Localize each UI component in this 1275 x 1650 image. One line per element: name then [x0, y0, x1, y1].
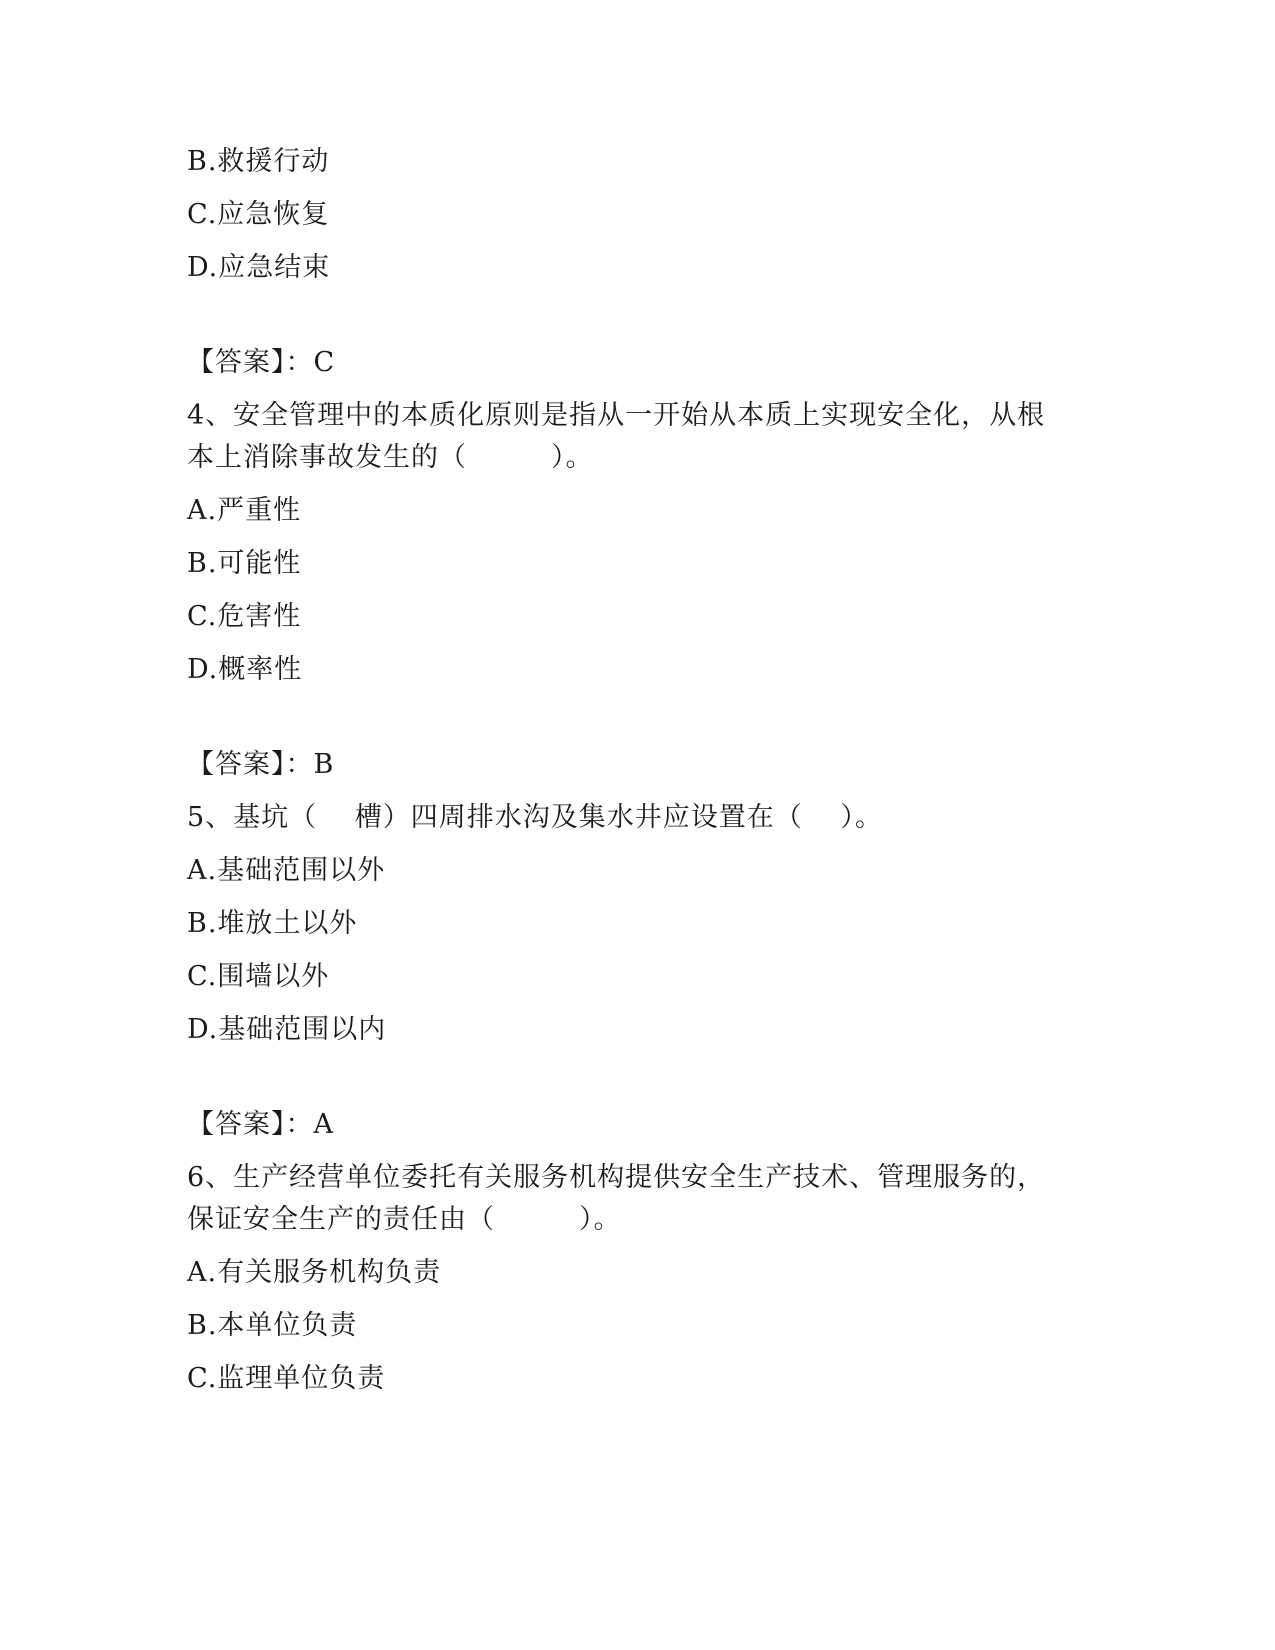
- answer-q5: 【答案】：A: [187, 1109, 334, 1140]
- option-d-q3: D.应急结束: [187, 252, 331, 283]
- option-d-q5: D.基础范围以内: [187, 1014, 387, 1045]
- option-c-q3: C.应急恢复: [187, 199, 330, 230]
- question-4-line-2: 本上消除事故发生的（ ）。: [187, 442, 594, 473]
- option-c-q4: C.危害性: [187, 601, 302, 632]
- option-a-q5: A.基础范围以外: [187, 855, 386, 886]
- option-b-q3: B.救援行动: [187, 146, 330, 177]
- option-a-q4: A.严重性: [187, 495, 302, 526]
- question-5-line-1: 5、基坑（ 槽）四周排水沟及集水井应设置在（ ）。: [187, 802, 883, 833]
- option-c-q5: C.围墙以外: [187, 961, 330, 992]
- option-d-q4: D.概率性: [187, 654, 303, 685]
- question-6-line-2: 保证安全生产的责任由（ ）。: [187, 1204, 622, 1235]
- option-b-q4: B.可能性: [187, 548, 302, 579]
- answer-q3: 【答案】：C: [187, 347, 336, 378]
- option-c-q6: C.监理单位负责: [187, 1363, 386, 1394]
- option-b-q5: B.堆放土以外: [187, 908, 358, 939]
- answer-q4: 【答案】：B: [187, 749, 335, 780]
- option-b-q6: B.本单位负责: [187, 1310, 358, 1341]
- question-4-line-1: 4、安全管理中的本质化原则是指从一开始从本质上实现安全化，从根: [187, 400, 1046, 431]
- option-a-q6: A.有关服务机构负责: [187, 1257, 442, 1288]
- question-6-line-1: 6、生产经营单位委托有关服务机构提供安全生产技术、管理服务的，: [187, 1162, 1046, 1193]
